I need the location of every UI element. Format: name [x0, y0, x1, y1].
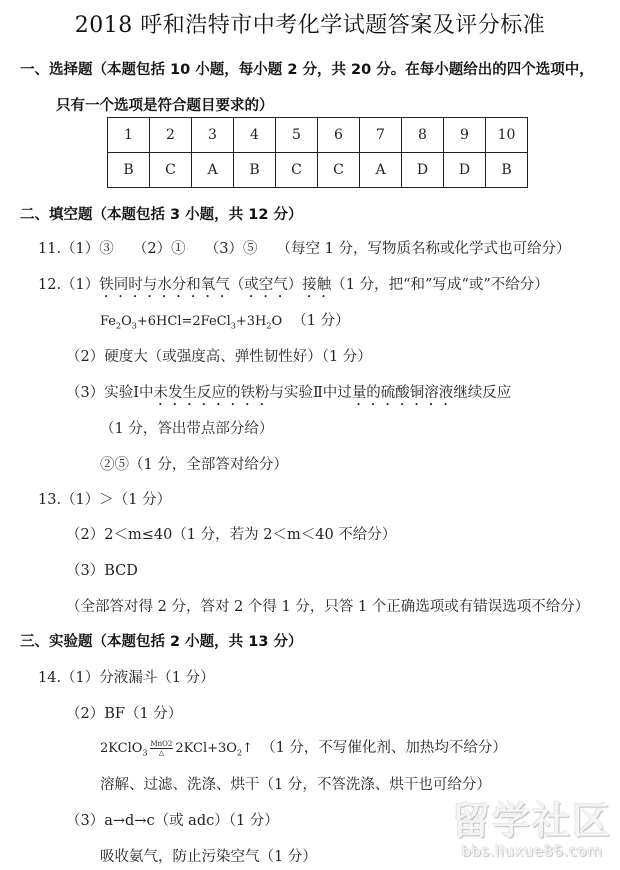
q12-part3-text: 继续反应: [453, 385, 512, 401]
q12-part3-text: （3）实验Ⅰ中: [66, 385, 154, 401]
q12-part3-note: （1 分，答出带点部分给）: [100, 421, 274, 437]
q12-part3-answer: ②⑤（1 分，全部答对给分）: [100, 457, 288, 473]
answer-cell: C: [150, 153, 192, 188]
eq-text: 2KClO: [100, 741, 143, 756]
q12-part1: [38, 273, 549, 301]
question-number: 3: [192, 118, 234, 153]
q14-part1: 14.（1）分液漏斗（1 分）: [38, 670, 215, 686]
q12-part1-key-phrase: 铁同时与水分和氧气（或空气）接触: [99, 277, 332, 293]
q12-part2: （2）硬度大（或强度高、弹性韧性好）（1 分）: [66, 349, 372, 365]
q12-part3-text: 与实验Ⅱ中过: [269, 385, 352, 401]
q14-equation: [100, 736, 507, 758]
q13-note: （全部答对得 2 分，答对 2 个得 1 分，只答 1 个正确选项或有错误选项不给分）: [66, 599, 590, 615]
q14-part3: （3）a→d→c（或 adc）（1 分）: [66, 813, 279, 829]
reaction-condition: [150, 740, 174, 757]
eq-text: O: [271, 314, 283, 329]
heat-symbol-icon: △: [158, 749, 165, 757]
answer-cell: A: [360, 153, 402, 188]
question-number: 8: [402, 118, 444, 153]
q12-part3-key-phrase: 未发生反应的铁粉: [153, 385, 270, 401]
watermark-url: bbs.liuxue86.com: [461, 842, 603, 860]
question-number: 9: [444, 118, 486, 153]
eq-sub: 2: [116, 321, 122, 331]
answer-cell: D: [444, 153, 486, 188]
answer-cell: A: [192, 153, 234, 188]
question-number: 5: [276, 118, 318, 153]
q13-part2: （2）2＜m≤40（1 分，若为 2＜m＜40 不给分）: [66, 527, 397, 543]
q14-separation-steps: 溶解、过滤、洗涤、烘干（1 分，不答洗涤、烘干也可给分）: [100, 777, 491, 793]
eq-text: 2KCl+3O: [175, 741, 237, 756]
question-number: 7: [360, 118, 402, 153]
question-number: 2: [150, 118, 192, 153]
page-title: 2018 呼和浩特市中考化学试题答案及评分标准: [74, 13, 546, 38]
question-number: 1: [108, 118, 150, 153]
section1-heading-cont: 只有一个选项是符合题目要求的）: [56, 98, 274, 114]
gas-arrow-icon: ↑: [242, 741, 253, 756]
answer-cell: D: [402, 153, 444, 188]
eq-sub: 2: [236, 748, 243, 758]
q12-equation: [100, 309, 350, 331]
catalyst-label: MnO2: [150, 740, 173, 748]
answer-cell: B: [108, 153, 150, 188]
watermark-logo: 留学社区: [452, 799, 613, 843]
section3-heading: 三、实验题（本题包括 2 小题，共 13 分）: [20, 634, 303, 650]
eq-text: +3H: [235, 314, 267, 329]
q14-part2: （2）BF（1 分）: [66, 706, 183, 722]
watermark: [452, 800, 612, 860]
question-number-row: [108, 118, 528, 153]
answer-row: [108, 153, 528, 188]
q12-part1-scoring: （1 分，把“和”写成“或”不给分）: [331, 277, 549, 293]
q11-answer: 11.（1）③ （2）① （3）⑤ （每空 1 分，写物质名称或化学式也可给分）: [38, 241, 571, 257]
eq-text: O: [121, 314, 132, 329]
answer-table: [107, 117, 528, 188]
q13-part3: （3）BCD: [66, 563, 138, 579]
q12-part1-prefix: 12.（1）: [38, 277, 100, 293]
section2-heading: 二、填空题（本题包括 3 小题，共 12 分）: [20, 207, 303, 223]
answer-cell: C: [318, 153, 360, 188]
eq-sub: 2: [266, 321, 272, 331]
answer-cell: B: [234, 153, 276, 188]
answer-cell: C: [276, 153, 318, 188]
eq-sub: 3: [131, 321, 137, 331]
q13-part1: 13.（1）＞（1 分）: [38, 492, 172, 508]
eq-sub: 3: [230, 321, 236, 331]
eq-note: （1 分，不写催化剂、加热均不给分）: [261, 740, 507, 756]
q12-part3: [66, 381, 511, 409]
question-number: 10: [486, 118, 528, 153]
q12-part3-key-phrase: 量的硫酸铜溶液: [351, 385, 454, 401]
question-number: 4: [234, 118, 276, 153]
eq-text: +6HCl=2FeCl: [136, 314, 231, 329]
question-number: 6: [318, 118, 360, 153]
section1-heading: 一、选择题（本题包括 10 小题，每小题 2 分，共 20 分。在每小题给出的四个选项中，: [20, 62, 594, 78]
eq-sub: 3: [142, 748, 148, 758]
eq-score: （1 分）: [292, 313, 350, 329]
q14-part3-note: 吸收氨气，防止污染空气（1 分）: [100, 849, 317, 865]
eq-text: Fe: [100, 314, 117, 329]
answer-cell: B: [486, 153, 528, 188]
